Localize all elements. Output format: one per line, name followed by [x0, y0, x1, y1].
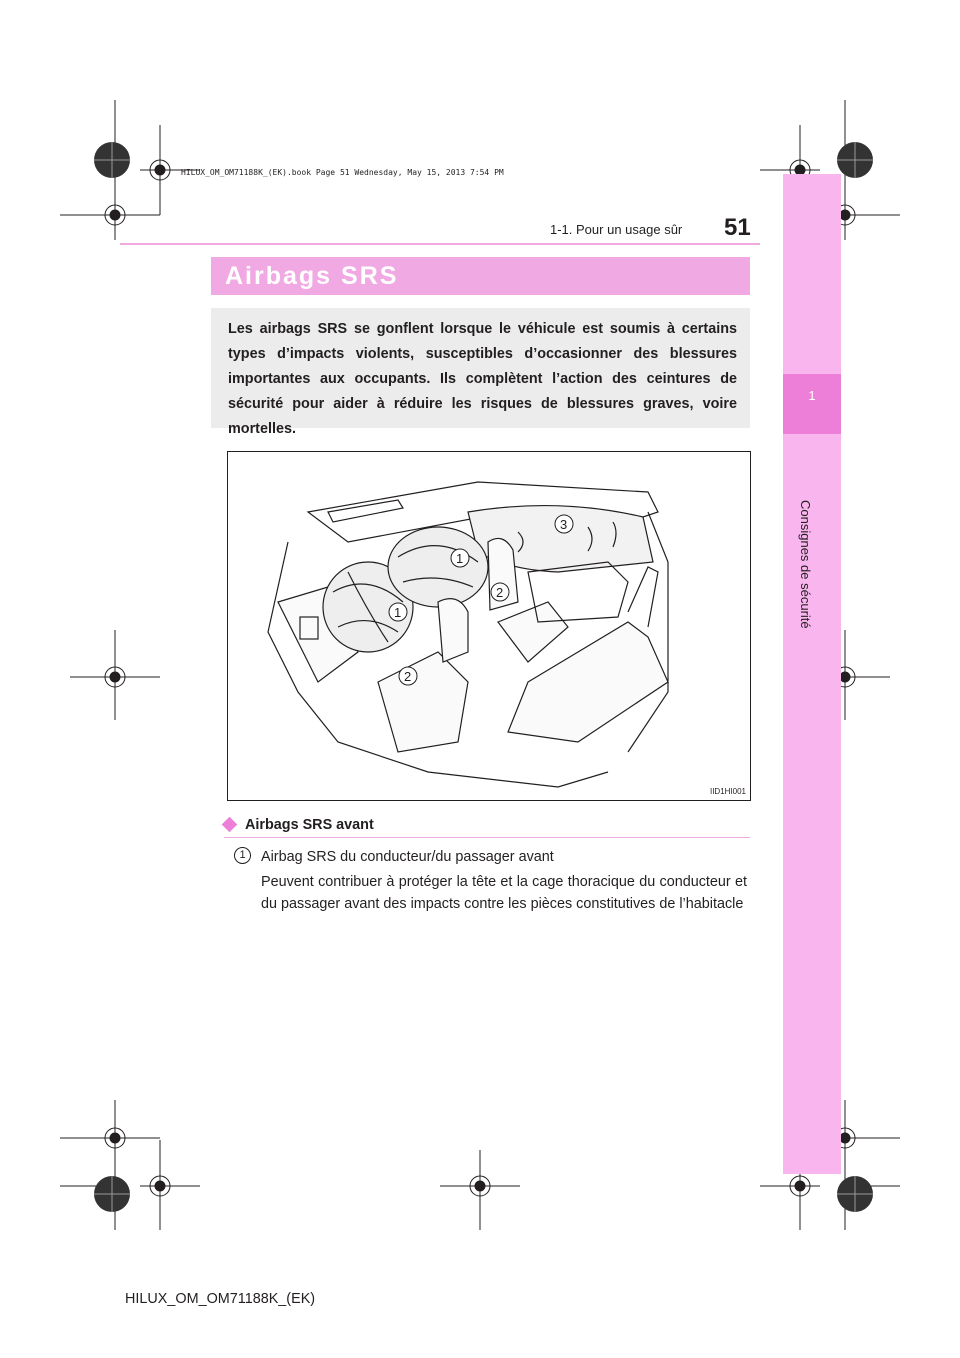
footer-code: HILUX_OM_OM71188K_(EK) — [125, 1291, 316, 1307]
callout-1-passenger: 1 — [456, 551, 464, 566]
item-body: Peuvent contribuer à protéger la tête et la cage thoracique du conducteur et du passager avant des impacts contre les pièces constitutives de l’habitacle — [261, 874, 747, 912]
vehicle-interior-drawing — [228, 452, 750, 800]
diamond-bullet-icon — [222, 817, 238, 833]
callout-3-curtain: 3 — [560, 517, 568, 532]
chapter-label: Consignes de sécurité — [798, 500, 813, 629]
item-title: Airbag SRS du conducteur/du passager avant — [261, 849, 554, 865]
subsection-title: Airbags SRS avant — [245, 817, 374, 833]
intro-text: Les airbags SRS se gonflent lorsque le véhicule est soumis à certains types d’impacts violents, susceptibles d’occasionner des blessures importantes aux occupants. Ils complètent l’action des ceintures de sécurité pour aider à réduire les risques de blessures graves, voire mortelles. — [228, 321, 737, 437]
chapter-number-block — [783, 374, 841, 434]
title-bar — [211, 257, 750, 295]
callout-2-passenger-side: 2 — [496, 585, 504, 600]
page-number: 51 — [724, 214, 751, 241]
page-title: Airbags SRS — [225, 262, 399, 290]
section-reference: 1-1. Pour un usage sûr — [550, 222, 683, 237]
subsection-heading — [224, 817, 750, 838]
chapter-number: 1 — [808, 388, 816, 403]
intro-box — [211, 308, 750, 437]
header-rule — [120, 243, 760, 245]
item-number-badge: 1 — [234, 847, 251, 864]
callout-2-driver-knee: 2 — [404, 669, 412, 684]
print-stamp: HILUX_OM_OM71188K_(EK).book Page 51 Wednesday, May 15, 2013 7:54 PM — [181, 168, 504, 177]
airbag-illustration — [227, 451, 751, 801]
figure-code: IID1HI001 — [709, 787, 746, 796]
callout-1-driver: 1 — [394, 605, 402, 620]
chapter-side-tab — [783, 174, 841, 1174]
